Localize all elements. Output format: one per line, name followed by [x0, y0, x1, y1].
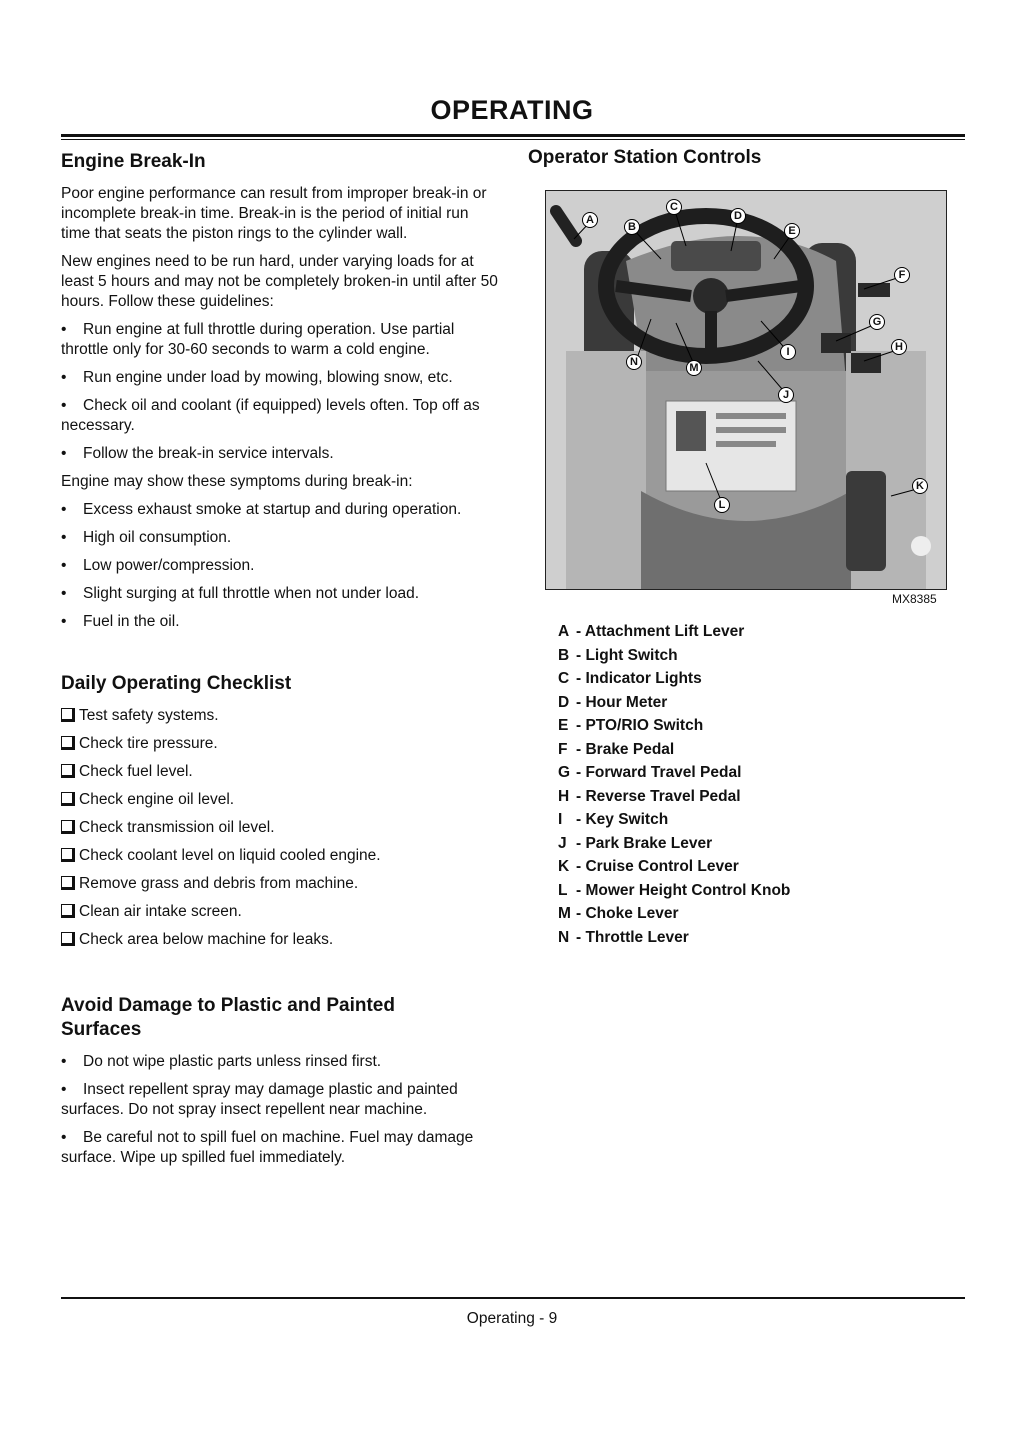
legend-item: J - Park Brake Lever [558, 834, 713, 852]
left-column [61, 150, 501, 1176]
bullet-icon: • [61, 557, 67, 574]
checkbox-icon [61, 736, 75, 750]
title-rule [61, 134, 965, 137]
controls-legend [558, 622, 790, 951]
checklist-item: Check tire pressure. [61, 734, 501, 754]
legend-item: H - Reverse Travel Pedal [558, 787, 741, 805]
daily-checklist-section [61, 672, 501, 950]
tractor-controls-illustration [546, 191, 946, 589]
avoid-damage-section [61, 994, 501, 1168]
checkbox-icon [61, 848, 75, 862]
legend-item: B - Light Switch [558, 646, 678, 664]
callout-l: L [714, 497, 730, 513]
legend-item: K - Cruise Control Lever [558, 858, 739, 875]
checkbox-icon [61, 764, 75, 778]
list-item: • Slight surging at full throttle when not under load. [61, 585, 420, 602]
checklist-item: Clean air intake screen. [61, 902, 501, 922]
checkbox-icon [61, 876, 75, 890]
checkbox-icon [61, 820, 75, 834]
list-item: • Run engine under load by mowing, blowing snow, etc. [61, 369, 453, 386]
checklist-item: Check coolant level on liquid cooled engine. [61, 846, 501, 866]
callout-h: H [891, 339, 907, 355]
bullet-icon: • [61, 1081, 67, 1098]
callout-d: D [730, 208, 746, 224]
bullet-icon: • [61, 501, 67, 518]
list-item: • High oil consumption. [61, 529, 232, 546]
bullet-icon: • [61, 397, 67, 414]
list-item: • Fuel in the oil. [61, 613, 180, 630]
figure-id: MX8385 [892, 592, 937, 606]
daily-checklist [61, 706, 501, 950]
legend-item: E - PTO/RIO Switch [558, 717, 704, 734]
page-title: OPERATING [430, 95, 594, 125]
callout-j: J [778, 387, 794, 403]
right-column [528, 146, 968, 170]
list-item: • Be careful not to spill fuel on machine. Fuel may damage surface. Wipe up spilled fuel immediately. [61, 1129, 474, 1166]
list-item: • Run engine at full throttle during operation. Use partial throttle only for 30-60 seconds to warm a cold engine. [61, 321, 455, 358]
bullet-icon: • [61, 1053, 67, 1070]
list-item: • Insect repellent spray may damage plastic and painted surfaces. Do not spray insect repellent near machine. [61, 1081, 458, 1118]
bullet-icon: • [61, 529, 67, 546]
avoid-damage-heading: Avoid Damage to Plastic and Painted Surfaces [61, 995, 395, 1040]
checkbox-icon [61, 792, 75, 806]
checkbox-icon [61, 932, 75, 946]
engine-break-in-section [61, 150, 501, 632]
legend-item: I - Key Switch [558, 811, 669, 828]
break-in-guidelines-list [61, 320, 501, 464]
symptoms-list [61, 500, 501, 632]
bullet-icon: • [61, 321, 67, 338]
list-item: • Low power/compression. [61, 557, 255, 574]
checklist-item: Check fuel level. [61, 762, 501, 782]
checklist-item: Check area below machine for leaks. [61, 930, 501, 950]
bullet-icon: • [61, 369, 67, 386]
legend-item: M - Choke Lever [558, 905, 679, 922]
callout-g: G [869, 314, 885, 330]
checkbox-icon [61, 904, 75, 918]
callout-e: E [784, 223, 800, 239]
symptoms-intro: Engine may show these symptoms during break-in: [61, 473, 413, 490]
checklist-item: Remove grass and debris from machine. [61, 874, 501, 894]
checkbox-icon [61, 708, 75, 722]
legend-item: L - Mower Height Control Knob [558, 881, 791, 899]
list-item: • Excess exhaust smoke at startup and during operation. [61, 501, 462, 518]
list-item: • Check oil and coolant (if equipped) levels often. Top off as necessary. [61, 397, 480, 434]
engine-break-in-paragraph: Poor engine performance can result from improper break-in or incomplete break-in time. Break-in is the period of initial run time that seats the piston rings to the cylinder wall. [61, 185, 487, 242]
callout-i: I [780, 344, 796, 360]
legend-item: D - Hour Meter [558, 693, 668, 711]
callout-a: A [582, 212, 598, 228]
bullet-icon: • [61, 1129, 67, 1146]
operator-controls-heading: Operator Station Controls [528, 147, 762, 168]
page-number: Operating - 9 [466, 1310, 558, 1327]
list-item: • Do not wipe plastic parts unless rinsed first. [61, 1053, 382, 1070]
checklist-item: Check transmission oil level. [61, 818, 501, 838]
legend-item: N - Throttle Lever [558, 928, 689, 946]
title-rule-thin [61, 139, 965, 140]
legend-item: A - Attachment Lift Lever [558, 623, 745, 640]
bullet-icon: • [61, 585, 67, 602]
callout-m: M [686, 360, 702, 376]
callout-c: C [666, 199, 682, 215]
engine-break-in-heading: Engine Break-In [61, 151, 206, 172]
legend-item: G - Forward Travel Pedal [558, 764, 742, 781]
callout-b: B [624, 219, 640, 235]
daily-checklist-heading: Daily Operating Checklist [61, 673, 292, 694]
avoid-damage-list [61, 1052, 501, 1168]
checklist-item: Check engine oil level. [61, 790, 501, 810]
operator-station-figure [545, 190, 947, 590]
footer-rule [61, 1297, 965, 1299]
callout-k: K [912, 478, 928, 494]
legend-item: C - Indicator Lights [558, 670, 702, 687]
bullet-icon: • [61, 445, 67, 462]
callout-n: N [626, 354, 642, 370]
legend-item: F - Brake Pedal [558, 740, 675, 758]
callout-f: F [894, 267, 910, 283]
bullet-icon: • [61, 613, 67, 630]
list-item: • Follow the break-in service intervals. [61, 445, 334, 462]
checklist-item: Test safety systems. [61, 706, 501, 726]
engine-break-in-paragraph: New engines need to be run hard, under varying loads for at least 5 hours and may not be completely broken-in until after 50 hours. Follow these guidelines: [61, 253, 498, 310]
